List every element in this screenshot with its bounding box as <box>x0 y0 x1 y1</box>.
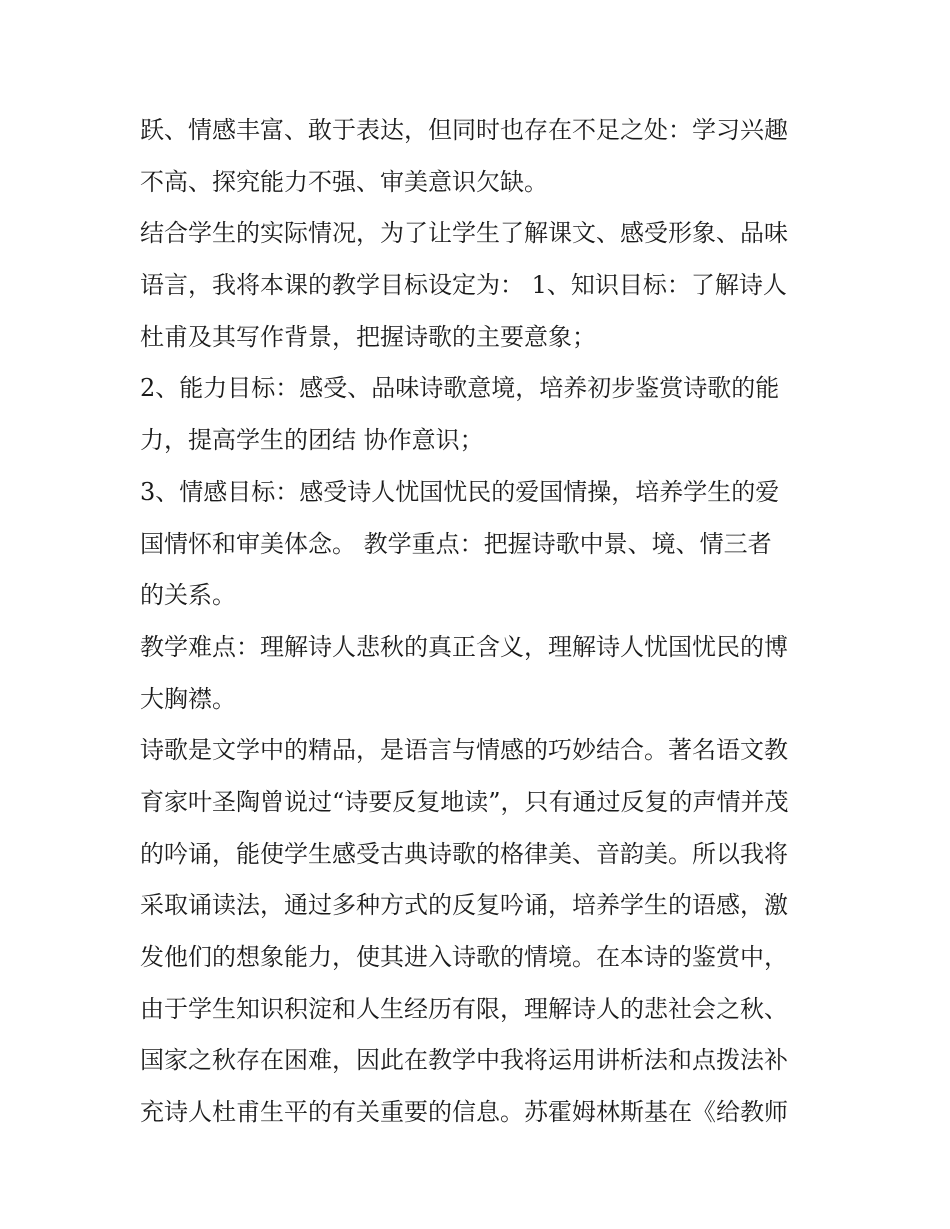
text-line: 力，提高学生的团结 协作意识； <box>140 426 484 455</box>
text-line: 大胸襟。 <box>140 684 236 713</box>
text-line: 3、情感目标：感受诗人忧国忧民的爱国情操，培养学生的爱 <box>140 477 780 506</box>
text-line: 诗歌是文学中的精品，是语言与情感的巧妙结合。著名语文教 <box>140 736 788 765</box>
text-line: 教学难点：理解诗人悲秋的真正含义，理解诗人忧国忧民的博 <box>140 632 788 661</box>
text-line: 充诗人杜甫生平的有关重要的信息。苏霍姆林斯基在《给教师 <box>140 1098 788 1127</box>
text-line: 采取诵读法，通过多种方式的反复吟诵，培养学生的语感，激 <box>140 891 788 920</box>
text-line: 由于学生知识积淀和人生经历有限，理解诗人的悲社会之秋、 <box>140 994 788 1023</box>
text-line: 国家之秋存在困难，因此在教学中我将运用讲析法和点拨法补 <box>140 1046 788 1075</box>
text-line: 的吟诵，能使学生感受古典诗歌的格律美、音韵美。所以我将 <box>140 839 788 868</box>
text-line: 国情怀和审美体念。 教学重点：把握诗歌中景、境、情三者 <box>140 529 772 558</box>
text-line: 育家叶圣陶曾说过“诗要反复地读”，只有通过反复的声情并茂 <box>140 787 789 816</box>
text-line: 不高、探究能力不强、审美意识欠缺。 <box>140 167 548 196</box>
document-body <box>140 105 820 1139</box>
text-line: 的关系。 <box>140 581 236 610</box>
text-line: 结合学生的实际情况，为了让学生了解课文、感受形象、品味 <box>140 219 788 248</box>
text-line: 2、能力目标：感受、品味诗歌意境，培养初步鉴赏诗歌的能 <box>140 374 780 403</box>
text-line: 跃、情感丰富、敢于表达，但同时也存在不足之处：学习兴趣 <box>140 116 788 144</box>
text-line: 杜甫及其写作背景，把握诗歌的主要意象； <box>140 322 596 351</box>
text-line: 语言，我将本课的教学目标设定为： 1、知识目标：了解诗人 <box>140 271 787 300</box>
text-line: 发他们的想象能力，使其进入诗歌的情境。在本诗的鉴赏中， <box>140 943 788 971</box>
